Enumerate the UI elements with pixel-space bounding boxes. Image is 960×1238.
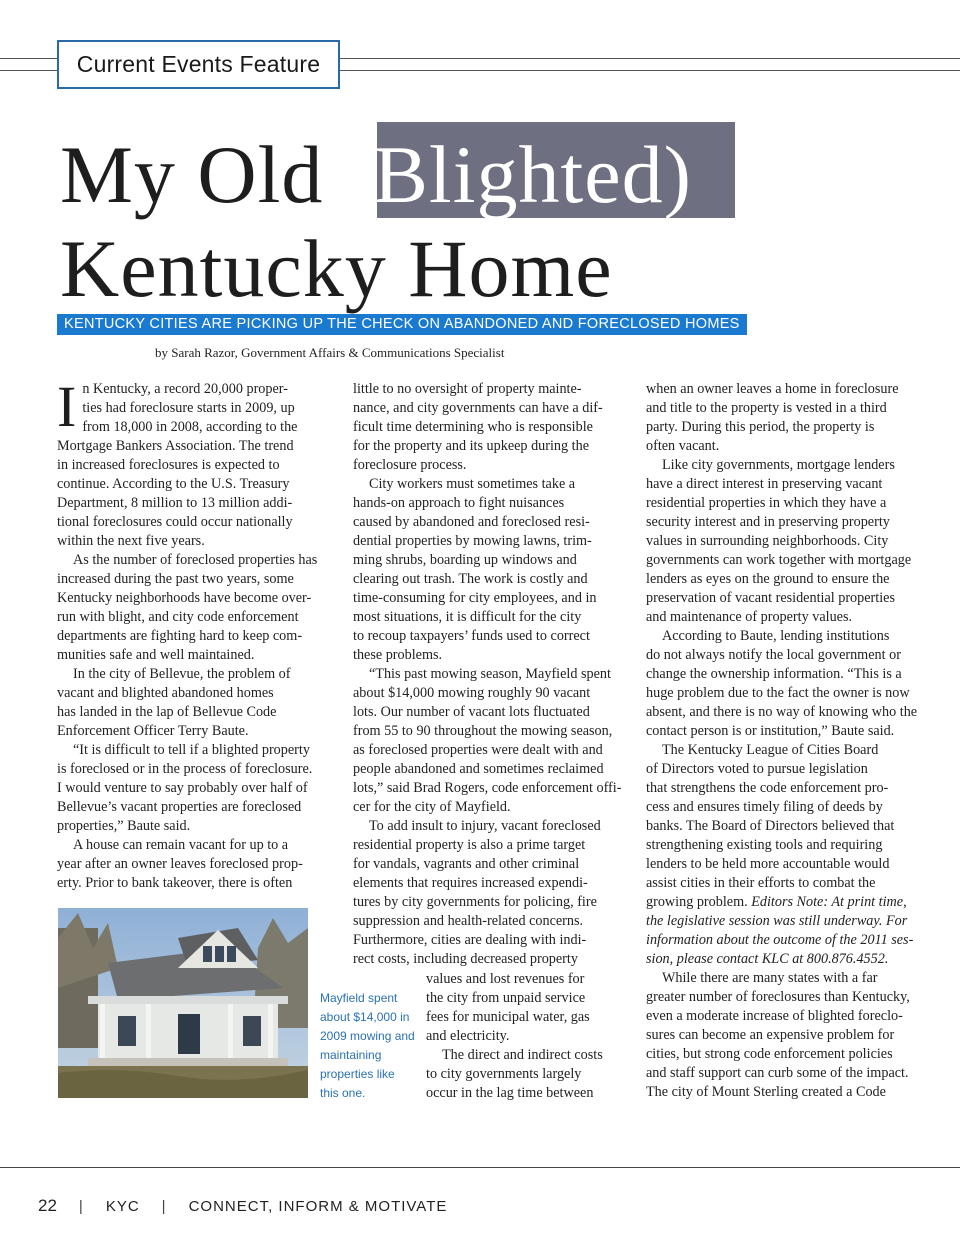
text-line: Like city governments, mortgage lenders xyxy=(662,457,895,473)
text-line: ficult time determining who is responsible xyxy=(353,419,593,435)
header-rule-right-bottom xyxy=(340,70,960,71)
text-line: people abandoned and sometimes reclaimed xyxy=(353,761,604,777)
text-line: is foreclosed or in the process of foreclosure. xyxy=(57,761,313,777)
text-line: properties,” Baute said. xyxy=(57,818,191,834)
text-line: ming shrubs, boarding up windows and xyxy=(353,552,577,568)
text-line: lots,” said Brad Rogers, code enforcement offi- xyxy=(353,780,622,796)
text-line: munities safe and well maintained. xyxy=(57,647,255,663)
text-line: values and lost revenues for xyxy=(426,971,585,987)
text-line: information about the outcome of the 2011 ses- xyxy=(646,932,914,948)
text-line: rect costs, including decreased property xyxy=(353,951,578,967)
text-line: erty. Prior to bank takeover, there is often xyxy=(57,875,293,891)
text-line: dential properties by mowing lawns, trim- xyxy=(353,533,592,549)
feature-label: Current Events Feature xyxy=(76,51,321,77)
text-line: residential properties in which they have a xyxy=(646,495,887,511)
column-1 xyxy=(57,374,318,893)
header-rule-left-top xyxy=(0,58,57,59)
text-line: departments are fighting hard to keep com- xyxy=(57,628,303,644)
text-line: these problems. xyxy=(353,647,443,663)
text-line: huge problem due to the fact the owner is now xyxy=(646,685,910,701)
text-line: A house can remain vacant for up to a xyxy=(73,837,289,853)
text-line: lots. Our number of vacant lots fluctuated xyxy=(353,704,590,720)
header-rule-left-bottom xyxy=(0,70,57,71)
text-line: from 18,000 in 2008, according to the xyxy=(82,419,298,435)
text-line: occur in the lag time between xyxy=(426,1085,594,1101)
text-line: Enforcement Officer Terry Baute. xyxy=(57,723,249,739)
text-line: tures by city governments for policing, fire xyxy=(353,894,597,910)
text-line: n Kentucky, a record 20,000 proper- xyxy=(82,381,288,397)
text-line: To add insult to injury, vacant foreclosed xyxy=(369,818,601,834)
article-subtitle: KENTUCKY CITIES ARE PICKING UP THE CHECK ON ABANDONED AND FORECLOSED HOMES xyxy=(57,314,747,335)
text-line: clearing out trash. The work is costly and xyxy=(353,571,588,587)
title-part1: My Old xyxy=(60,129,345,220)
page-footer xyxy=(38,1196,447,1216)
text-line: when an owner leaves a home in foreclosure xyxy=(646,381,899,397)
text-line: Mortgage Bankers Association. The trend xyxy=(57,438,294,454)
text-line: from 55 to 90 throughout the mowing season, xyxy=(353,723,613,739)
text-line: and maintenance of property values. xyxy=(646,609,853,625)
text-line: hands-on approach to fight nuisances xyxy=(353,495,565,511)
text-line: and electricity. xyxy=(426,1028,510,1044)
text-line: “This past mowing season, Mayfield spent xyxy=(369,666,611,682)
text-line: Department, 8 million to 13 million addi- xyxy=(57,495,293,511)
text-line: “It is difficult to tell if a blighted property xyxy=(73,742,310,758)
footer-separator: | xyxy=(161,1198,167,1215)
column-2 xyxy=(353,380,622,969)
text-line: lenders to be held more accountable would xyxy=(646,856,890,872)
text-line: as foreclosed properties were dealt with and xyxy=(353,742,603,758)
text-line: the city from unpaid service xyxy=(426,990,586,1006)
text-line: lenders as eyes on the ground to ensure the xyxy=(646,571,890,587)
text-line: for vandals, vagrants and other criminal xyxy=(353,856,580,872)
text-line: assist cities in their efforts to combat the xyxy=(646,875,876,891)
text-line: According to Baute, lending institutions xyxy=(662,628,890,644)
text-line: has landed in the lap of Bellevue Code xyxy=(57,704,277,720)
text-line: nance, and city governments can have a dif- xyxy=(353,400,603,416)
text-line: have a direct interest in preserving vacant xyxy=(646,476,883,492)
text-line: run with blight, and city code enforcement xyxy=(57,609,299,625)
column-2-narrow xyxy=(426,970,611,1103)
column-3 xyxy=(646,380,918,1102)
text-line: little to no oversight of property mainte- xyxy=(353,381,582,397)
text-line: ties had foreclosure starts in 2009, up xyxy=(82,400,295,416)
text-line: do not always notify the local government or xyxy=(646,647,901,663)
text-line: Furthermore, cities are dealing with indi- xyxy=(353,932,587,948)
footer-rule xyxy=(0,1167,960,1168)
text-line: change the ownership information. “This is a xyxy=(646,666,902,682)
house-photo xyxy=(58,908,308,1098)
title-line2: Kentucky Home xyxy=(60,223,613,314)
text-line: The direct and indirect costs xyxy=(442,1047,603,1063)
text-line: strengthening existing tools and requiring xyxy=(646,837,883,853)
text-line: in increased foreclosures is expected to xyxy=(57,457,280,473)
text-line: Kentucky neighborhoods have become over- xyxy=(57,590,312,606)
text-line: residential property is also a prime target xyxy=(353,837,586,853)
text-line: cities, but strong code enforcement policies xyxy=(646,1046,893,1062)
text-line: City workers must sometimes take a xyxy=(369,476,576,492)
text-line: about $14,000 mowing roughly 90 vacant xyxy=(353,685,591,701)
text-line: even a moderate increase of blighted foreclo- xyxy=(646,1008,903,1024)
text-line: contact person is or institution,” Baute said. xyxy=(646,723,895,739)
page-number: 22 xyxy=(38,1196,57,1215)
text-line: In the city of Bellevue, the problem of xyxy=(73,666,291,682)
text-line: vacant and blighted abandoned homes xyxy=(57,685,274,701)
text-fragment: growing problem. xyxy=(646,894,752,910)
text-line: the legislative session was still underway. For xyxy=(646,913,908,929)
footer-tagline: CONNECT, INFORM & MOTIVATE xyxy=(188,1198,448,1215)
text-line: absent, and there is no way of knowing who the xyxy=(646,704,918,720)
text-line: that strengthens the code enforcement pro- xyxy=(646,780,889,796)
text-line: preservation of vacant residential properties xyxy=(646,590,895,606)
text-line: sures can become an expensive problem for xyxy=(646,1027,895,1043)
text-line: sion, please contact KLC at 800.876.4552. xyxy=(646,951,889,967)
footer-section: KYC xyxy=(105,1198,140,1215)
text-line: foreclosure process. xyxy=(353,457,467,473)
text-line: security interest and in preserving property xyxy=(646,514,890,530)
text-line: elements that requires increased expendi- xyxy=(353,875,588,891)
text-line: caused by abandoned and foreclosed resi- xyxy=(353,514,590,530)
byline: by Sarah Razor, Government Affairs & Communications Specialist xyxy=(155,345,505,360)
text-line: within the next five years. xyxy=(57,533,205,549)
text-line: often vacant. xyxy=(646,438,720,454)
text-line: values in surrounding neighborhoods. City xyxy=(646,533,889,549)
footer-separator: | xyxy=(78,1198,84,1215)
text-line: continue. According to the U.S. Treasury xyxy=(57,476,290,492)
text-line: increased during the past two years, some xyxy=(57,571,294,587)
text-line: As the number of foreclosed properties has xyxy=(73,552,318,568)
text-line: most situations, it is difficult for the city xyxy=(353,609,582,625)
text-line: Bellevue’s vacant properties are foreclosed xyxy=(57,799,302,815)
text-line: The city of Mount Sterling created a Code xyxy=(646,1084,886,1100)
text-line: fees for municipal water, gas xyxy=(426,1009,590,1025)
article-title xyxy=(60,128,692,316)
title-highlight-text: (Blighted) xyxy=(344,129,692,220)
feature-label-box xyxy=(57,40,340,89)
drop-cap: I xyxy=(57,374,77,439)
text-line: cess and ensures timely filing of deeds by xyxy=(646,799,883,815)
text-line: for the property and its upkeep during the xyxy=(353,438,589,454)
header-rule-right-top xyxy=(340,58,960,59)
text-line: I would venture to say probably over half of xyxy=(57,780,308,796)
editors-note: Editors Note: At print time, xyxy=(751,894,907,910)
text-line: to recoup taxpayers’ funds used to correct xyxy=(353,628,590,644)
text-line: suppression and health-related concerns. xyxy=(353,913,584,929)
text-line: of Directors voted to pursue legislation xyxy=(646,761,868,777)
text-line: party. During this period, the property is xyxy=(646,419,875,435)
text-line xyxy=(646,893,906,912)
house-illustration xyxy=(58,908,308,1098)
text-line: While there are many states with a far xyxy=(662,970,878,986)
text-line: year after an owner leaves foreclosed prop- xyxy=(57,856,303,872)
text-line: The Kentucky League of Cities Board xyxy=(662,742,879,758)
text-line: cer for the city of Mayfield. xyxy=(353,799,511,815)
text-line: tional foreclosures could occur nationally xyxy=(57,514,293,530)
text-line: time-consuming for city employees, and in xyxy=(353,590,597,606)
photo-caption: Mayfield spent about $14,000 in 2009 mowing and maintaining properties like this one. xyxy=(320,991,415,1100)
text-line: and title to the property is vested in a third xyxy=(646,400,887,416)
text-line: greater number of foreclosures than Kentucky, xyxy=(646,989,910,1005)
text-line: governments can work together with mortgage xyxy=(646,552,912,568)
text-line: and staff support can curb some of the impact. xyxy=(646,1065,909,1081)
text-line: banks. The Board of Directors believed that xyxy=(646,818,895,834)
text-line: to city governments largely xyxy=(426,1066,582,1082)
